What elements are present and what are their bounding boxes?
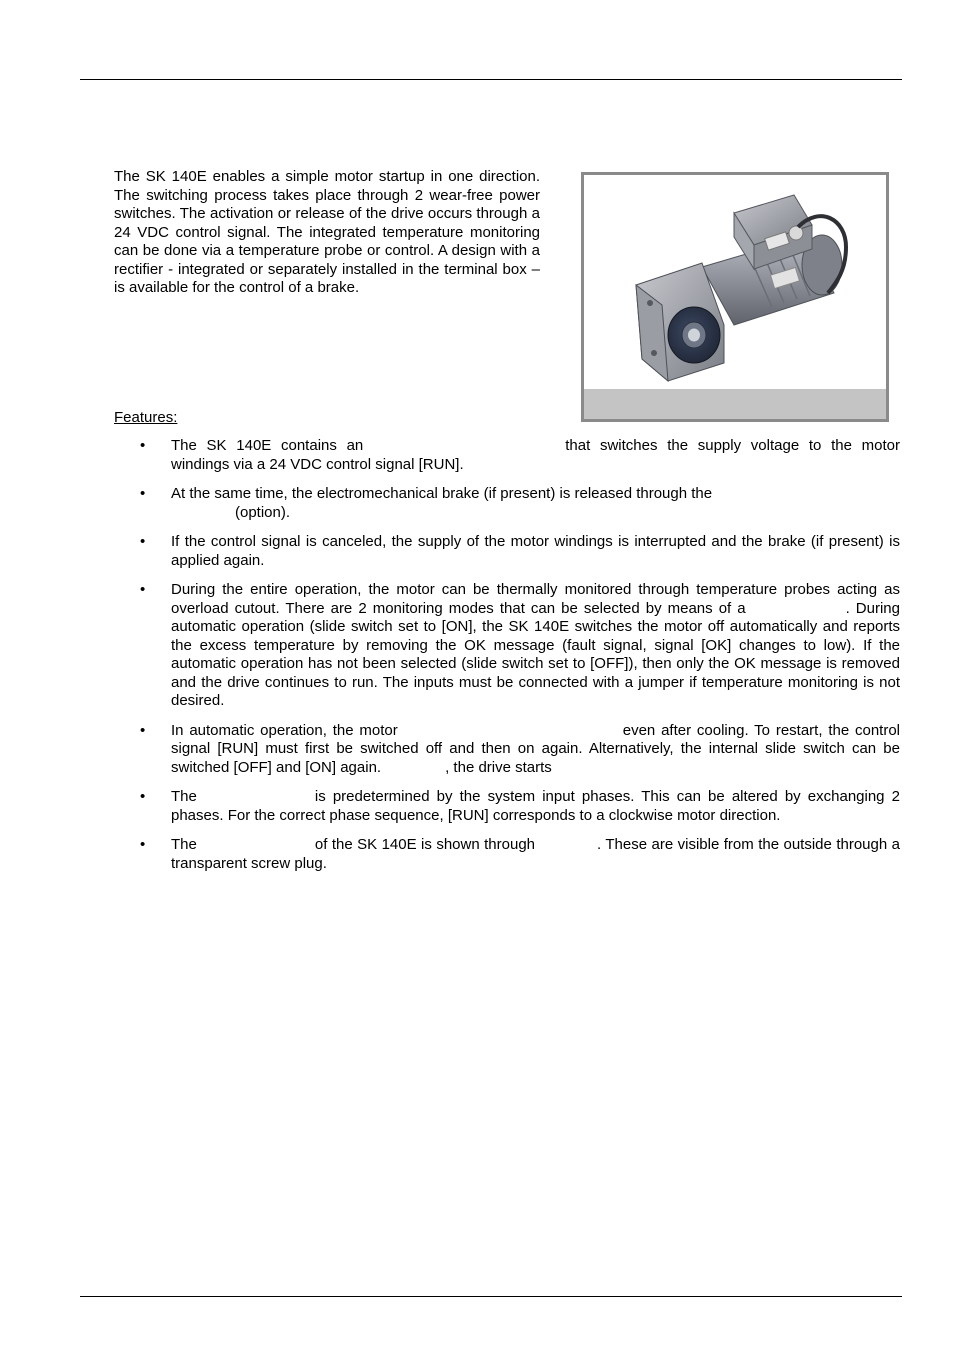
bullet-icon: • (140, 437, 146, 454)
features-heading: Features: (114, 409, 178, 426)
feature-item: • The of the SK 140E is shown through . These are visible from the outside through a transparent screw plug. (140, 836, 900, 872)
bullet-icon: • (140, 788, 146, 805)
feature-item: • In automatic operation, the motor even after cooling. To restart, the control signal [RUN] must first be switched off and then on again. Alternatively, the internal slide switch can be switched [OFF] and [ON] again. , the drive starts (140, 721, 901, 776)
feature-item: • If the control signal is canceled, the supply of the motor windings is interrupted and the brake (if present) is applied again. (140, 533, 900, 569)
gear-motor-illustration (584, 175, 886, 389)
figure-caption-bar (584, 389, 886, 419)
bullet-icon: • (140, 533, 146, 550)
feature-item: • During the entire operation, the motor can be thermally monitored through temperature probes acting as overload cutout. There are 2 monitoring modes that can be selected by means of a . During automatic operation (slide switch set to [ON], the SK 140E switches the motor off automatically and reports the excess temperature by removing the OK message (fault signal, signal [OK] changes to low). If the automatic operation has not been selected (slide switch set to [OFF]), then only the OK message is removed and the drive continues to run. The inputs must be connected with a jumper if temperature monitoring is not desired. (140, 581, 900, 709)
feature-item: • The is predetermined by the system input phases. This can be altered by exchanging 2 phases. For the correct phase sequence, [RUN] corresponds to a clockwise motor direction. (140, 788, 900, 824)
features-list (140, 437, 900, 884)
feature-item: • The SK 140E contains an that switches the supply voltage to the motor windings via a 24 VDC control signal [RUN]. (140, 437, 900, 473)
gear-motor-image (584, 175, 886, 389)
bullet-icon: • (140, 581, 146, 598)
intro-paragraph: The SK 140E enables a simple motor startup in one direction. The switching process takes place through 2 wear-free power switches. The activation or release of the drive occurs through a 24 VDC control signal. The integrated temperature monitoring can be done via a temperature probe or control. A design with a rectifier - integrated or separately installed in the terminal box – is available for the control of a brake. (114, 168, 540, 296)
bullet-icon: • (140, 836, 146, 853)
bullet-icon: • (140, 721, 146, 739)
footer-rule (80, 1296, 902, 1297)
header-rule (80, 79, 902, 80)
product-figure (581, 172, 889, 422)
bullet-icon: • (140, 485, 146, 502)
feature-item: • At the same time, the electromechanical brake (if present) is released through the(option). (140, 485, 713, 521)
